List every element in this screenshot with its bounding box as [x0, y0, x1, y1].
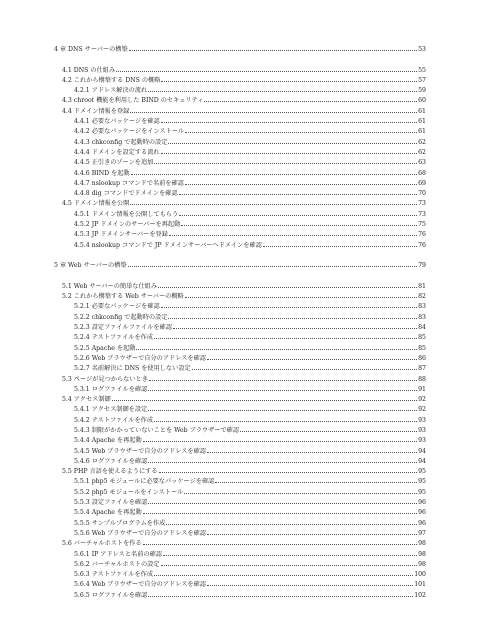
toc-entry-title: 5.6.2 バーチャルホストの設定: [74, 560, 160, 568]
toc-entry[interactable]: [54, 219, 426, 229]
toc-entry-page: 68: [418, 169, 426, 177]
toc-leader-dots: [179, 188, 418, 195]
toc-leader-dots: [168, 137, 417, 144]
toc-leader-dots: [112, 394, 417, 401]
toc-entry-title: 5.6 バーチャルホストを作る: [62, 540, 142, 548]
toc-leader-dots: [154, 332, 417, 339]
toc-entry-title: 5.5.4 Apache を再起動: [74, 509, 142, 517]
toc-entry-title: 5.4 アクセス制御: [62, 396, 111, 404]
toc-leader-dots: [263, 240, 417, 247]
toc-entry-title: 5.6.5 ログファイルを確認: [74, 591, 148, 599]
toc-leader-dots: [148, 456, 417, 463]
toc-leader-dots: [166, 518, 417, 525]
toc-leader-dots: [168, 312, 417, 319]
toc-leader-dots: [240, 425, 417, 432]
toc-entry-title: 4 章 DNS サーバーの構築: [54, 46, 128, 53]
toc-leader-dots: [215, 476, 417, 483]
toc-entry-page: 83: [418, 303, 426, 311]
toc-entry-title: 5.2.3 設定ファイルファイルを確認: [74, 324, 172, 332]
toc-entry[interactable]: [54, 301, 426, 311]
toc-entry[interactable]: [54, 157, 426, 167]
toc-leader-dots: [161, 147, 418, 154]
toc-entry-title: 4.4 ドメイン情報を登録: [62, 107, 130, 115]
toc-entry-page: 92: [418, 396, 426, 404]
toc-entry-page: 87: [418, 365, 426, 373]
toc-entry-page: 95: [418, 468, 426, 476]
toc-chapter-entry[interactable]: [54, 260, 426, 270]
toc-entry-title: 5.6.1 IP アドレスと名前の確認: [74, 550, 162, 558]
toc-entry[interactable]: [54, 528, 426, 538]
toc-leader-dots: [185, 126, 417, 133]
toc-leader-dots: [207, 446, 417, 453]
toc-chapter-entry[interactable]: [54, 44, 426, 54]
toc-entry-title: 5 章 Web サーバーの構築: [54, 262, 127, 270]
toc-entry-title: 4.4.2 必要なパッケージをインストール: [74, 128, 185, 136]
toc-entry-title: 4.4.6 BIND を起動: [74, 169, 130, 177]
toc-leader-dots: [130, 198, 417, 205]
toc-entry-title: 5.1 Web サーバーの簡単な仕組み: [62, 282, 158, 290]
toc-leader-dots: [116, 65, 417, 72]
toc-entry[interactable]: [54, 415, 426, 425]
toc-leader-dots: [148, 497, 417, 504]
toc-entry[interactable]: [54, 240, 426, 250]
toc-entry-title: 5.5.2 php5 モジュールをインストール: [74, 488, 184, 496]
toc-leader-dots: [148, 404, 417, 411]
toc-entry-title: 5.2.1 必要なパッケージを確認: [74, 303, 160, 311]
toc-entry-title: 5.5.1 php5 モジュールに必要なパッケージを確認: [74, 478, 215, 486]
toc-entry-page: 95: [418, 478, 426, 486]
toc-entry-page: 98: [418, 550, 426, 558]
toc-entry-page: 85: [418, 344, 426, 352]
toc-leader-dots: [207, 579, 413, 586]
toc-entry[interactable]: [54, 394, 426, 404]
toc-entry[interactable]: [54, 353, 426, 363]
toc-leader-dots: [143, 435, 417, 442]
toc-entry[interactable]: [54, 549, 426, 559]
toc-leader-dots: [128, 260, 418, 267]
toc-leader-dots: [169, 229, 417, 236]
toc-leader-dots: [158, 281, 417, 288]
toc-leader-dots: [148, 384, 417, 391]
toc-entry-title: 5.4.5 Web ブラウザーで自分のアドレスを確認: [74, 447, 206, 455]
toc-entry-page: 97: [418, 529, 426, 537]
toc-leader-dots: [207, 528, 417, 535]
toc-leader-dots: [185, 178, 417, 185]
toc-entry-page: 85: [418, 334, 426, 342]
toc-entry-page: 70: [418, 190, 426, 198]
toc-entry-title: 5.6.4 Web ブラウザーで自分のアドレスを確認: [74, 581, 206, 589]
toc-entry-title: 4.4.1 必要なパッケージを確認: [74, 118, 160, 126]
toc-entry[interactable]: [54, 446, 426, 456]
toc-leader-dots: [130, 106, 417, 113]
toc-leader-dots: [173, 322, 417, 329]
toc-entry-page: 84: [418, 324, 426, 332]
toc-entry[interactable]: [54, 374, 426, 384]
section-gap: [54, 250, 426, 260]
toc-entry-title: 4.4.4 ドメインを設定する流れ: [74, 148, 160, 156]
toc-entry-title: 4.1 DNS の仕組み: [62, 66, 116, 74]
toc-entry[interactable]: [54, 456, 426, 466]
toc-entry-page: 96: [418, 499, 426, 507]
toc-entry-page: 95: [418, 488, 426, 496]
section-gap: [54, 271, 426, 281]
toc-leader-dots: [181, 219, 417, 226]
toc-entry-title: 5.3 ページが見つからないとき: [62, 375, 148, 383]
toc-entry-page: 102: [414, 591, 426, 599]
toc-leader-dots: [185, 291, 417, 298]
toc-entry[interactable]: [54, 363, 426, 373]
toc-entry-title: 5.2 これから構築する Web サーバーの概略: [62, 293, 184, 301]
toc-entry-page: 73: [418, 200, 426, 208]
toc-entry-page: 76: [418, 241, 426, 249]
toc-leader-dots: [149, 374, 417, 381]
toc-entry[interactable]: [54, 590, 426, 600]
toc-leader-dots: [161, 75, 417, 82]
toc-leader-dots: [207, 353, 417, 360]
toc-leader-dots: [154, 157, 417, 164]
toc-entry-page: 96: [418, 509, 426, 517]
toc-leader-dots: [148, 590, 413, 597]
toc-leader-dots: [136, 343, 417, 350]
toc-entry[interactable]: [54, 209, 426, 219]
toc-entry-title: 5.5.5 サンプルプログラムを作成: [74, 519, 166, 527]
toc-leader-dots: [159, 466, 418, 473]
toc-entry[interactable]: [54, 116, 426, 126]
toc-entry-title: 5.4.3 制限がかかっていないことを Web ブラウザーで確認: [74, 426, 240, 434]
toc-leader-dots: [143, 507, 417, 514]
toc-entry-page: 93: [418, 416, 426, 424]
toc-entry[interactable]: [54, 291, 426, 301]
toc-leader-dots: [129, 44, 417, 51]
toc-entry-title: 4.4.8 dig コマンドでドメインを確認: [74, 190, 178, 198]
toc-leader-dots: [148, 85, 417, 92]
toc-entry-title: 4.4.5 正引きのゾーンを追加: [74, 159, 154, 167]
toc-entry-page: 55: [418, 66, 426, 74]
toc-entry-page: 69: [418, 179, 426, 187]
toc-entry[interactable]: [54, 312, 426, 322]
toc-entry-title: 4.5.2 JP ドメインのサーバーを再起動: [74, 221, 181, 229]
toc-leader-dots: [163, 549, 417, 556]
toc-entry-title: 5.3.1 ログファイルを確認: [74, 385, 148, 393]
table-of-contents: [54, 44, 426, 600]
toc-entry-page: 73: [418, 210, 426, 218]
toc-entry-page: 63: [418, 159, 426, 167]
toc-entry-title: 5.4.4 Apache を再起動: [74, 437, 142, 445]
toc-entry-page: 75: [418, 221, 426, 229]
toc-leader-dots: [143, 538, 417, 545]
toc-entry-page: 53: [418, 46, 426, 53]
toc-entry-page: 76: [418, 231, 426, 239]
toc-leader-dots: [161, 559, 418, 566]
toc-entry[interactable]: [54, 384, 426, 394]
toc-entry-page: 57: [418, 76, 426, 84]
toc-entry-title: 4.4.7 nslookup コマンドで名前を確認: [74, 179, 184, 187]
toc-entry-page: 98: [418, 560, 426, 568]
toc-entry-page: 82: [418, 293, 426, 301]
toc-entry-page: 60: [418, 97, 426, 105]
toc-entry[interactable]: [54, 559, 426, 569]
toc-entry[interactable]: [54, 75, 426, 85]
toc-leader-dots: [184, 487, 417, 494]
toc-entry-title: 5.2.4 テストファイルを作成: [74, 334, 154, 342]
toc-entry-page: 101: [414, 581, 426, 589]
toc-entry[interactable]: [54, 281, 426, 291]
toc-entry[interactable]: [54, 466, 426, 476]
toc-leader-dots: [154, 569, 413, 576]
toc-entry[interactable]: [54, 126, 426, 136]
toc-entry-title: 4.2 これから構築する DNS の概略: [62, 76, 161, 84]
toc-leader-dots: [204, 95, 417, 102]
toc-entry[interactable]: [54, 487, 426, 497]
toc-entry-page: 91: [418, 385, 426, 393]
toc-entry[interactable]: [54, 188, 426, 198]
toc-entry-page: 100: [414, 571, 426, 579]
toc-entry-page: 93: [418, 437, 426, 445]
toc-entry-page: 62: [418, 148, 426, 156]
toc-entry-page: 59: [418, 87, 426, 95]
toc-entry[interactable]: [54, 95, 426, 105]
toc-entry-title: 4.5.3 JP ドメインサーバーを登録: [74, 231, 168, 239]
toc-entry-title: 5.5.6 Web ブラウザーで自分のアドレスを確認: [74, 529, 206, 537]
toc-entry-page: 83: [418, 313, 426, 321]
toc-entry[interactable]: [54, 106, 426, 116]
toc-entry-title: 5.5 PHP 言語を使えるようにする: [62, 468, 158, 476]
toc-entry-page: 61: [418, 118, 426, 126]
toc-leader-dots: [131, 168, 418, 175]
toc-entry-page: 61: [418, 128, 426, 136]
toc-entry-title: 4.5.1 ドメイン情報を公開してもらう: [74, 210, 179, 218]
toc-entry-page: 88: [418, 375, 426, 383]
toc-leader-dots: [161, 301, 417, 308]
toc-leader-dots: [154, 415, 417, 422]
toc-entry-page: 86: [418, 354, 426, 362]
toc-leader-dots: [179, 209, 417, 216]
toc-entry-title: 4.3 chroot 機能を利用した BIND のセキュリティ: [62, 97, 204, 105]
toc-entry[interactable]: [54, 518, 426, 528]
toc-entry-title: 5.2.2 chkconfig で起動時の設定: [74, 313, 168, 321]
toc-entry[interactable]: [54, 435, 426, 445]
toc-entry[interactable]: [54, 343, 426, 353]
toc-entry-page: 92: [418, 406, 426, 414]
toc-entry-title: 4.5 ドメイン情報を公開: [62, 200, 130, 208]
toc-entry[interactable]: [54, 332, 426, 342]
toc-entry-page: 93: [418, 426, 426, 434]
toc-entry[interactable]: [54, 168, 426, 178]
toc-entry-page: 96: [418, 519, 426, 527]
toc-entry-title: 4.5.4 nslookup コマンドで JP ドメインサーバーへドメインを確認: [74, 241, 262, 249]
toc-entry[interactable]: [54, 85, 426, 95]
toc-entry-title: 4.4.3 chkconfig で起動時の設定: [74, 138, 168, 146]
toc-entry[interactable]: [54, 229, 426, 239]
toc-entry-page: 94: [418, 447, 426, 455]
toc-entry-page: 61: [418, 107, 426, 115]
toc-entry[interactable]: [54, 322, 426, 332]
toc-entry-page: 62: [418, 138, 426, 146]
toc-entry[interactable]: [54, 65, 426, 75]
toc-entry-title: 5.5.3 設定ファイルを確認: [74, 499, 148, 507]
toc-entry-title: 5.2.7 名前解決に DNS を使用しない設定: [74, 365, 191, 373]
toc-entry-title: 5.4.1 アクセス制御を設定: [74, 406, 148, 414]
toc-entry[interactable]: [54, 404, 426, 414]
toc-entry[interactable]: [54, 538, 426, 548]
toc-entry[interactable]: [54, 569, 426, 579]
toc-entry[interactable]: [54, 198, 426, 208]
toc-entry[interactable]: [54, 579, 426, 589]
toc-entry-page: 81: [418, 282, 426, 290]
toc-entry[interactable]: [54, 137, 426, 147]
toc-entry[interactable]: [54, 178, 426, 188]
toc-entry-title: 4.2.1 アドレス解決の流れ: [74, 87, 148, 95]
toc-entry[interactable]: [54, 425, 426, 435]
toc-leader-dots: [192, 363, 417, 370]
toc-entry-title: 5.4.6 ログファイルを確認: [74, 457, 148, 465]
toc-entry[interactable]: [54, 497, 426, 507]
toc-entry[interactable]: [54, 476, 426, 486]
toc-entry-title: 5.2.6 Web ブラウザーで自分のアドレスを確認: [74, 354, 206, 362]
toc-entry-page: 98: [418, 540, 426, 548]
toc-entry-title: 5.2.5 Apache を起動: [74, 344, 136, 352]
toc-entry-title: 5.4.2 テストファイルを作成: [74, 416, 154, 424]
toc-entry[interactable]: [54, 147, 426, 157]
toc-entry-title: 5.6.3 テストファイルを作成: [74, 571, 154, 579]
toc-entry[interactable]: [54, 507, 426, 517]
section-gap: [54, 54, 426, 64]
toc-entry-page: 94: [418, 457, 426, 465]
toc-leader-dots: [161, 116, 417, 123]
toc-entry-page: 79: [418, 262, 426, 270]
